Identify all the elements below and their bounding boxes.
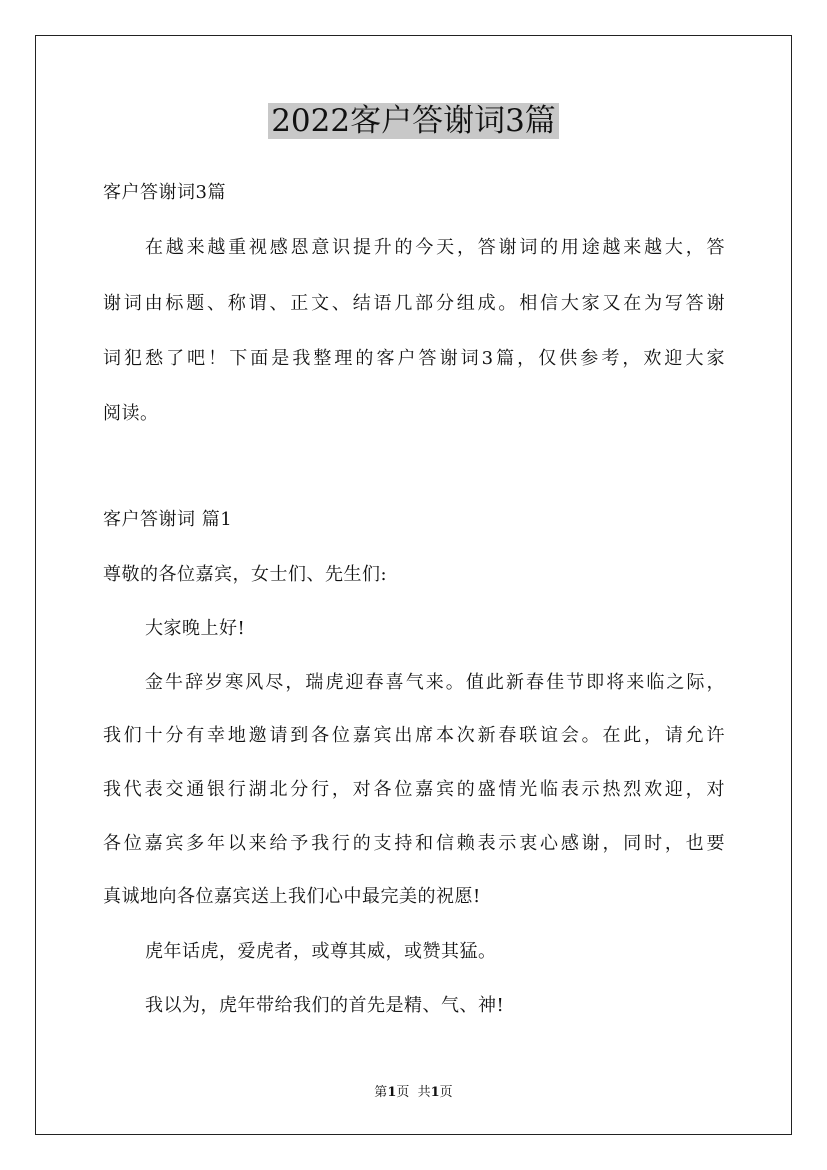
body-paragraph-line: 各位嘉宾多年以来给予我行的支持和信赖表示衷心感谢，同时，也要 xyxy=(103,833,725,854)
body-paragraph-line: 金牛辞岁寒风尽，瑞虎迎春喜气来。值此新春佳节即将来临之际， xyxy=(145,672,725,693)
document-title xyxy=(0,100,827,142)
tiger-paragraph: 虎年话虎，爱虎者，或尊其威，或赞其猛。 xyxy=(145,941,497,962)
intro-paragraph-line: 阅读。 xyxy=(103,403,159,424)
intro-paragraph-line: 谢词由标题、称谓、正文、结语几部分组成。相信大家又在为写答谢 xyxy=(103,293,725,314)
page-mid-text: 页 共 xyxy=(396,1085,431,1100)
salutation: 尊敬的各位嘉宾，女士们、先生们: xyxy=(103,564,388,585)
page-suffix: 页 xyxy=(439,1085,453,1100)
page-footer xyxy=(0,1084,827,1102)
body-paragraph-line: 我代表交通银行湖北分行，对各位嘉宾的盛情光临表示热烈欢迎，对 xyxy=(103,779,725,800)
section-heading: 客户答谢词 篇1 xyxy=(103,509,233,530)
intro-paragraph-line: 词犯愁了吧！下面是我整理的客户答谢词3篇，仅供参考，欢迎大家 xyxy=(103,348,725,369)
intro-paragraph-line: 在越来越重视感恩意识提升的今天，答谢词的用途越来越大，答 xyxy=(145,237,725,258)
document-subtitle: 客户答谢词3篇 xyxy=(103,182,226,203)
spirit-paragraph: 我以为，虎年带给我们的首先是精、气、神! xyxy=(145,995,505,1016)
body-paragraph-line: 我们十分有幸地邀请到各位嘉宾出席本次新春联谊会。在此，请允许 xyxy=(103,725,725,746)
page-total-number: 1 xyxy=(430,1085,440,1100)
body-paragraph-line: 真诚地向各位嘉宾送上我们心中最完美的祝愿! xyxy=(103,886,481,907)
greeting: 大家晚上好! xyxy=(145,618,246,639)
page-prefix: 第 xyxy=(374,1085,388,1100)
document-title-text: 2022客户答谢词3篇 xyxy=(268,103,559,139)
page-current-number: 1 xyxy=(387,1085,397,1100)
